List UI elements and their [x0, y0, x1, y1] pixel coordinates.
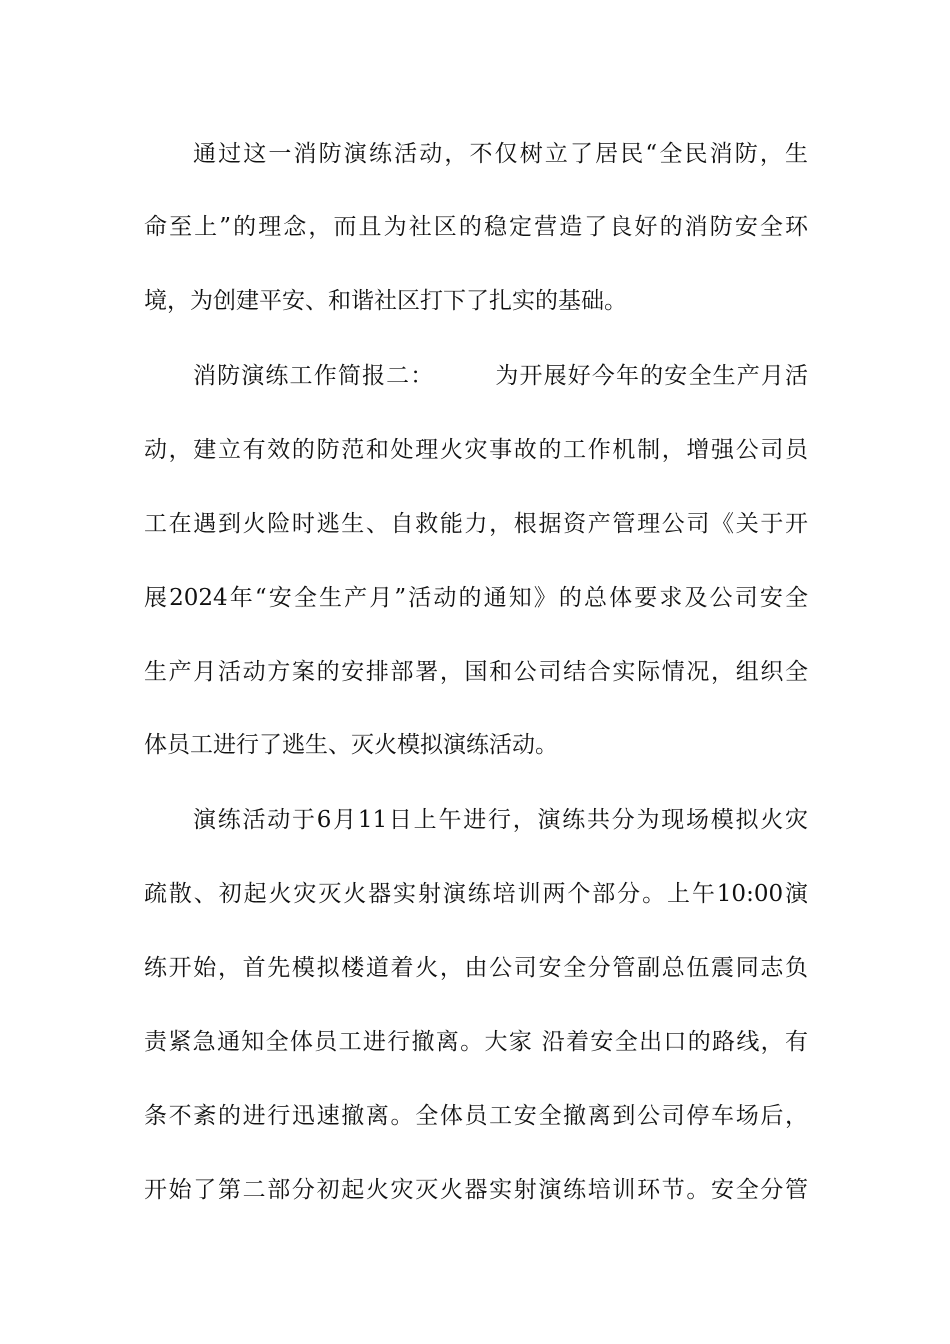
paragraph-2-line-6: 体员工进行了逃生、灭火模拟演练活动。	[144, 732, 558, 758]
paragraph-2-line-5: 生产月活动方案的安排部署，国和公司结合实际情况，组织全	[144, 659, 808, 685]
paragraph-3-line-1: 演练活动于6月11日上午进行，演练共分为现场模拟火灾	[193, 807, 808, 833]
paragraph-2-line-2: 动，建立有效的防范和处理火灾事故的工作机制，增强公司员	[144, 437, 808, 463]
paragraph-3-line-6: 开始了第二部分初起火灾灭火器实射演练培训环节。安全分管	[144, 1177, 808, 1203]
paragraph-2-line-3: 工在遇到火险时逃生、自救能力，根据资产管理公司《关于开	[144, 511, 808, 537]
paragraph-3-line-2: 疏散、初起火灾灭火器实射演练培训两个部分。上午10:00演	[144, 881, 808, 907]
paragraph-3-line-4: 责紧急通知全体员工进行撤离。大家 沿着安全出口的路线，有	[144, 1029, 808, 1055]
paragraph-1-line-2: 命至上”的理念，而且为社区的稳定营造了良好的消防安全环	[144, 214, 808, 240]
paragraph-2-line-1: 消防演练工作简报二： 为开展好今年的安全生产月活	[193, 363, 808, 389]
paragraph-3-line-5: 条不紊的进行迅速撤离。全体员工安全撤离到公司停车场后，	[144, 1103, 808, 1129]
paragraph-1-line-3: 境，为创建平安、和谐社区打下了扎实的基础。	[144, 288, 627, 314]
paragraph-2-line-4: 展2024年“安全生产月”活动的通知》的总体要求及公司安全	[144, 585, 808, 611]
paragraph-1-line-1: 通过这一消防演练活动，不仅树立了居民“全民消防，生	[193, 141, 808, 167]
paragraph-3-line-3: 练开始，首先模拟楼道着火，由公司安全分管副总伍震同志负	[144, 955, 808, 981]
